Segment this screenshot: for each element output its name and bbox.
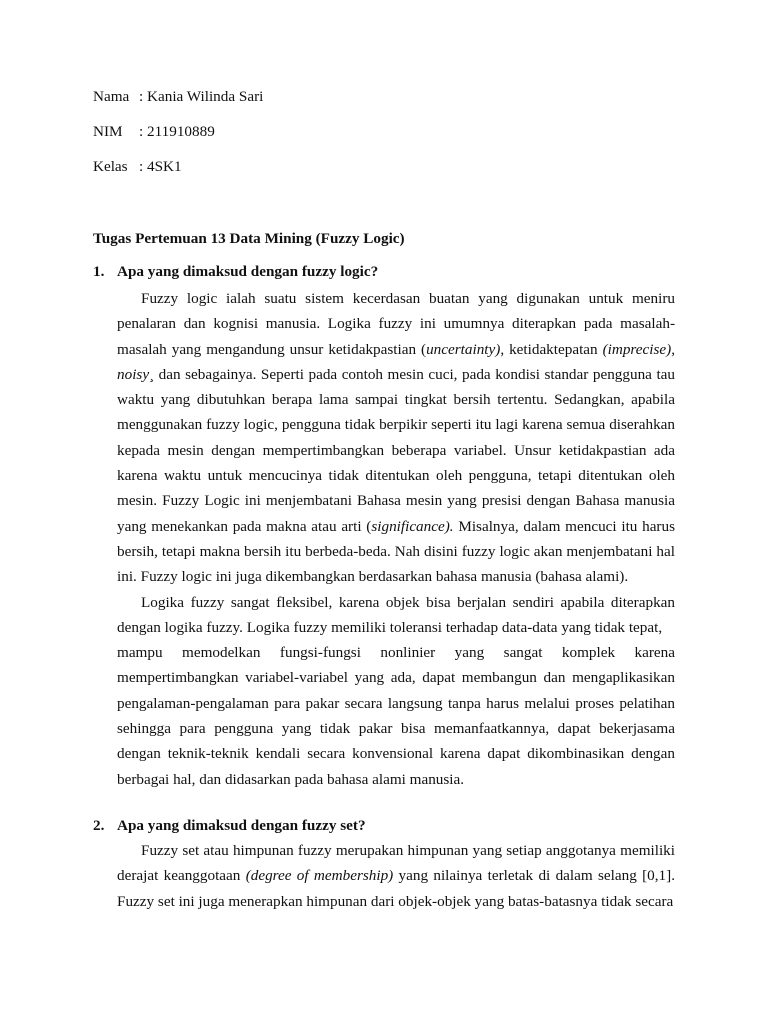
italic-term: (imprecise) <box>602 340 672 358</box>
italic-term: significance). <box>371 517 454 535</box>
word: komplek <box>561 644 616 662</box>
kelas-label: Kelas <box>93 158 128 175</box>
nim-label: NIM <box>93 123 123 140</box>
kelas-value: : 4SK1 <box>139 158 182 175</box>
answer-1-paragraph-2-cont: mempertimbangkan variabel-variabel yang ada, dapat membangun dan mengaplikasikan pengalaman-pengalaman para pakar secara langsung tanpa harus melalui proses pelatihan sehingga para pengguna yang tidak pakar bisa memanfaatkannya, dapat bekerjasama dengan teknik-teknik kendali secara konvensional karena dapat dikombinasikan dengan berbagai hal, dan didasarkan pada bahasa alami manusia. <box>117 669 675 788</box>
text-run: Misalnya, dalam mencuci itu harus bersih, tetapi makna bersih itu berbeda-beda. Nah disini fuzzy logic akan menjembatani hal ini. Fuzzy logic ini juga dikembangkan berdasarkan bahasa manusia (bahasa alami). <box>117 517 675 586</box>
answer-1-spread-line <box>117 640 675 665</box>
word: yang <box>454 644 485 662</box>
italic-term: uncertainty) <box>426 340 501 358</box>
assignment-title: Tugas Pertemuan 13 Data Mining (Fuzzy Logic) <box>93 230 405 247</box>
name-row <box>93 88 263 106</box>
question-1-number: 1. <box>93 263 105 280</box>
question-1-text: Apa yang dimaksud dengan fuzzy logic? <box>117 263 379 280</box>
text-run: Fuzzy logic ialah suatu sistem kecerdasan buatan yang digunakan untuk meniru penalaran dan kognisi manusia. Logika fuzzy ini umumnya diterapkan pada masalah-masalah yang mengandung unsur ketidakpastian ( <box>117 290 675 358</box>
kelas-row <box>93 158 182 176</box>
nim-row <box>93 123 215 141</box>
answer-1 <box>117 286 675 792</box>
word: fungsi-fungsi <box>279 644 361 662</box>
word: sangat <box>503 644 543 662</box>
text-run: yang nilainya terletak di dalam selang [0,1]. Fuzzy set ini juga menerapkan himpunan dari objek-objek yang batas-batasnya tidak secara <box>117 867 675 910</box>
question-2-text: Apa yang dimaksud dengan fuzzy set? <box>117 817 366 834</box>
question-2-number: 2. <box>93 817 105 834</box>
word: karena <box>634 644 675 662</box>
italic-term: noisy¸ <box>117 365 155 383</box>
text-run: dan sebagainya. Seperti pada contoh mesin cuci, pada kondisi standar pengguna tau waktu yang dibutuhkan berapa lama sampai tingkat bersih tertentu. Sedangkan, apabila menggunakan fuzzy logic, pengguna tidak berpikir seperti itu lagi karena semua diserahkan kepada mesin dengan mempertimbangkan beberapa variabel. Unsur ketidakpastian ada karena waktu untuk mencucinya tidak ditentukan oleh pengguna, tetapi ditentukan oleh mesin. Fuzzy Logic ini menjembatani Bahasa mesin yang presisi dengan Bahasa manusia yang menekankan pada makna atau arti ( <box>117 365 675 535</box>
text-run: , ketidaktepatan <box>500 340 603 358</box>
name-label: Nama <box>93 88 130 105</box>
name-value: : Kania Wilinda Sari <box>139 88 264 105</box>
question-2 <box>93 817 366 835</box>
answer-2 <box>117 838 675 914</box>
text-run: , <box>671 340 675 358</box>
answer-2-paragraph-1 <box>117 838 675 914</box>
word: nonlinier <box>380 644 436 662</box>
question-1 <box>93 263 378 281</box>
nim-value: : 211910889 <box>139 123 215 140</box>
word: mampu <box>117 644 163 662</box>
answer-1-paragraph-2: Logika fuzzy sangat fleksibel, karena objek bisa berjalan sendiri apabila diterapkan dengan logika fuzzy. Logika fuzzy memiliki toleransi terhadap data-data yang tidak tepat, <box>117 593 675 636</box>
answer-1-paragraph-1 <box>117 286 675 590</box>
text-run: Fuzzy set atau himpunan fuzzy merupakan himpunan yang setiap anggotanya memiliki derajat keanggotaan <box>117 842 675 885</box>
word: memodelkan <box>182 644 261 662</box>
italic-term: (degree of membership) <box>245 867 394 885</box>
